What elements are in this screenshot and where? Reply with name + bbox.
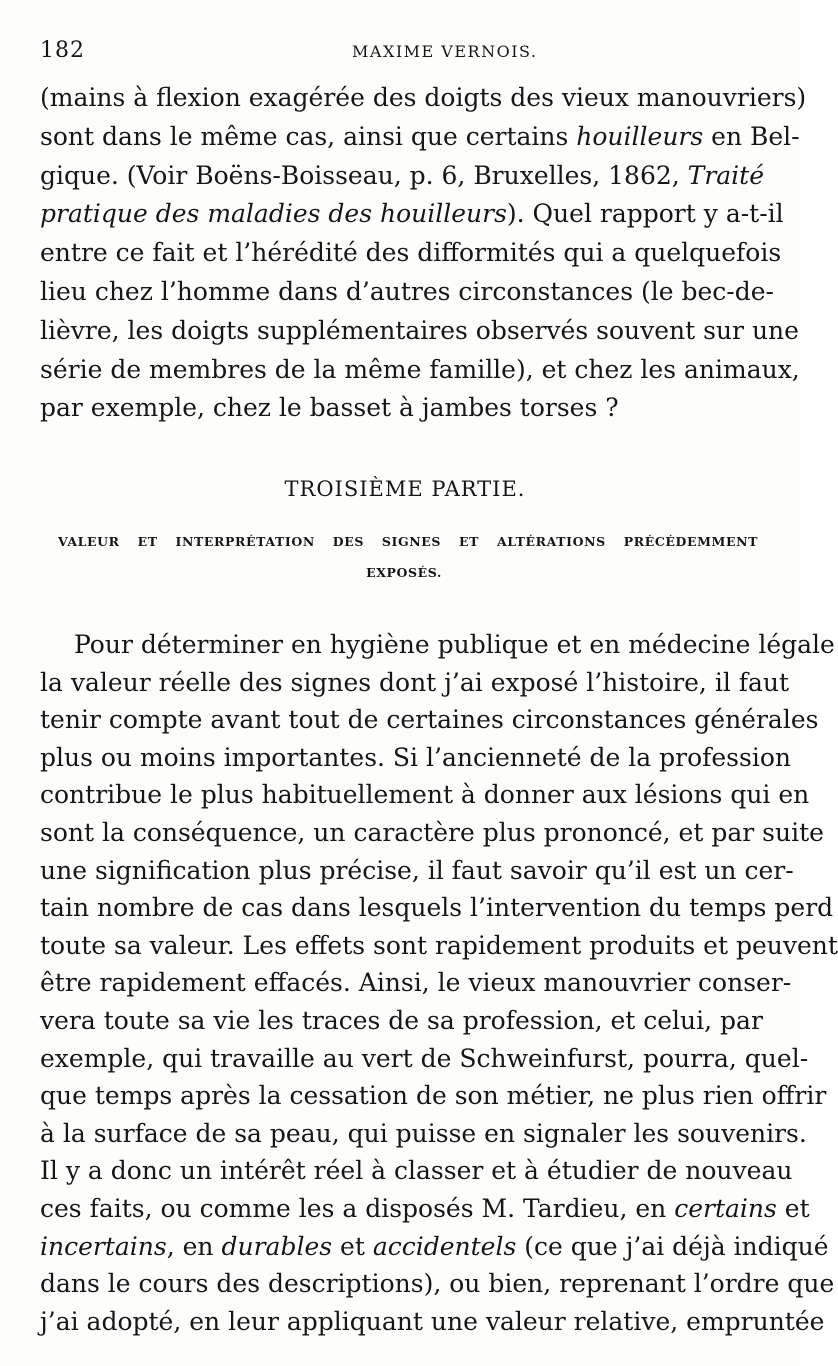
text-segment: par exemple, chez le basset à jambes torses ? <box>40 393 619 423</box>
text-line <box>40 853 794 889</box>
italic-text: accidentels <box>372 1231 517 1261</box>
text-segment: vera toute sa vie les traces de sa profession, et celui, par <box>40 1006 763 1035</box>
text-segment: gique. (Voir Boëns-Boisseau, p. 6, Bruxelles, 1862, <box>40 160 688 190</box>
section-subtitle-line-1: VALEUR ET INTERPRÉTATION DES SIGNES ET ALTÉRATIONS PRÉCÉDEMMENT <box>58 534 758 549</box>
text-segment: lièvre, les doigts supplémentaires observés souvent sur une <box>40 315 799 345</box>
italic-text: pratique des maladies des houilleurs <box>40 199 507 229</box>
text-line <box>40 1266 835 1302</box>
text-segment: sont dans le même cas, ainsi que certains <box>40 121 577 151</box>
text-line <box>40 665 790 701</box>
running-title: MAXIME VERNOIS. <box>352 42 538 61</box>
text-line <box>40 352 800 388</box>
text-line <box>40 274 774 310</box>
text-segment: toute sa valeur. Les effets sont rapidement produits et peuvent <box>40 930 838 960</box>
text-segment: lieu chez l’homme dans d’autres circonstances (le bec-de- <box>40 277 774 306</box>
text-segment: en Bel- <box>703 121 800 151</box>
text-line <box>40 390 762 426</box>
text-line <box>40 1191 810 1227</box>
text-segment: plus ou moins importantes. Si l’ancienneté de la profession <box>40 742 791 772</box>
text-line <box>40 740 791 776</box>
text-segment: Pour déterminer en hygiène publique et en médecine légale <box>74 630 835 659</box>
text-line <box>40 158 765 194</box>
text-segment: série de membres de la même famille), et chez les animaux, <box>40 354 800 384</box>
text-line <box>40 702 819 738</box>
text-segment: être rapidement effacés. Ainsi, le vieux manouvrier conser- <box>40 968 792 998</box>
text-line <box>40 815 824 851</box>
text-segment: ). Quel rapport y a-t-il <box>506 199 784 229</box>
text-segment: une signification plus précise, il faut savoir qu’il est un cer- <box>40 855 794 885</box>
text-segment: , en <box>166 1231 222 1261</box>
italic-text: Traité <box>687 160 765 190</box>
text-line <box>40 1078 827 1114</box>
text-line <box>40 777 810 813</box>
text-line <box>40 1153 793 1189</box>
text-segment: j’ai adopté, en leur appliquant une valeur relative, empruntée <box>40 1306 825 1336</box>
text-segment: ces faits, ou comme les a disposés M. Tardieu, en <box>40 1194 675 1223</box>
section-subtitle-line-2: EXPOSÉS. <box>366 565 442 580</box>
text-line <box>40 196 784 232</box>
text-line <box>40 1003 762 1039</box>
text-segment: à la surface de sa peau, qui puisse en signaler les souvenirs. <box>40 1118 807 1148</box>
text-segment: tain nombre de cas dans lesquels l’intervention du temps perd <box>40 893 834 923</box>
text-segment: sont la conséquence, un caractère plus prononcé, et par suite <box>40 818 824 847</box>
italic-text: incertains <box>40 1231 167 1261</box>
section-title: TROISIÈME PARTIE. <box>284 477 526 501</box>
text-segment: la valeur réelle des signes dont j’ai exposé l’histoire, il faut <box>40 667 790 697</box>
text-line <box>40 965 792 1001</box>
text-segment: et <box>332 1231 373 1261</box>
text-line <box>40 80 807 116</box>
text-line <box>40 1041 809 1077</box>
text-segment: et <box>776 1194 810 1223</box>
text-segment: que temps après la cessation de son métier, ne plus rien offrir <box>40 1081 827 1111</box>
text-segment: (ce que j’ai déjà indiqué <box>516 1231 829 1261</box>
text-segment: dans le cours des descriptions), ou bien, reprenant l’ordre que <box>40 1269 835 1299</box>
italic-text: houilleurs <box>576 121 704 151</box>
page-header <box>40 38 760 68</box>
italic-text: certains <box>674 1194 777 1223</box>
text-line <box>40 119 800 155</box>
text-line <box>40 313 799 349</box>
text-segment: Il y a donc un intérêt réel à classer et à étudier de nouveau <box>40 1156 793 1186</box>
text-line <box>40 1116 807 1152</box>
text-segment: tenir compte avant tout de certaines circonstances générales <box>40 705 819 735</box>
text-line <box>40 627 835 663</box>
text-segment: exemple, qui travaille au vert de Schweinfurst, pourra, quel- <box>40 1043 809 1073</box>
text-line <box>40 890 834 926</box>
text-segment: entre ce fait et l’hérédité des difformités qui a quelquefois <box>40 238 782 268</box>
text-segment: contribue le plus habituellement à donner aux lésions qui en <box>40 780 810 810</box>
text-line <box>40 235 782 271</box>
text-line <box>40 1229 829 1265</box>
text-line <box>40 1304 825 1340</box>
text-line <box>40 928 838 964</box>
italic-text: durables <box>221 1231 333 1261</box>
page-number: 182 <box>40 38 85 63</box>
text-segment: (mains à flexion exagérée des doigts des vieux manouvriers) <box>40 83 807 112</box>
